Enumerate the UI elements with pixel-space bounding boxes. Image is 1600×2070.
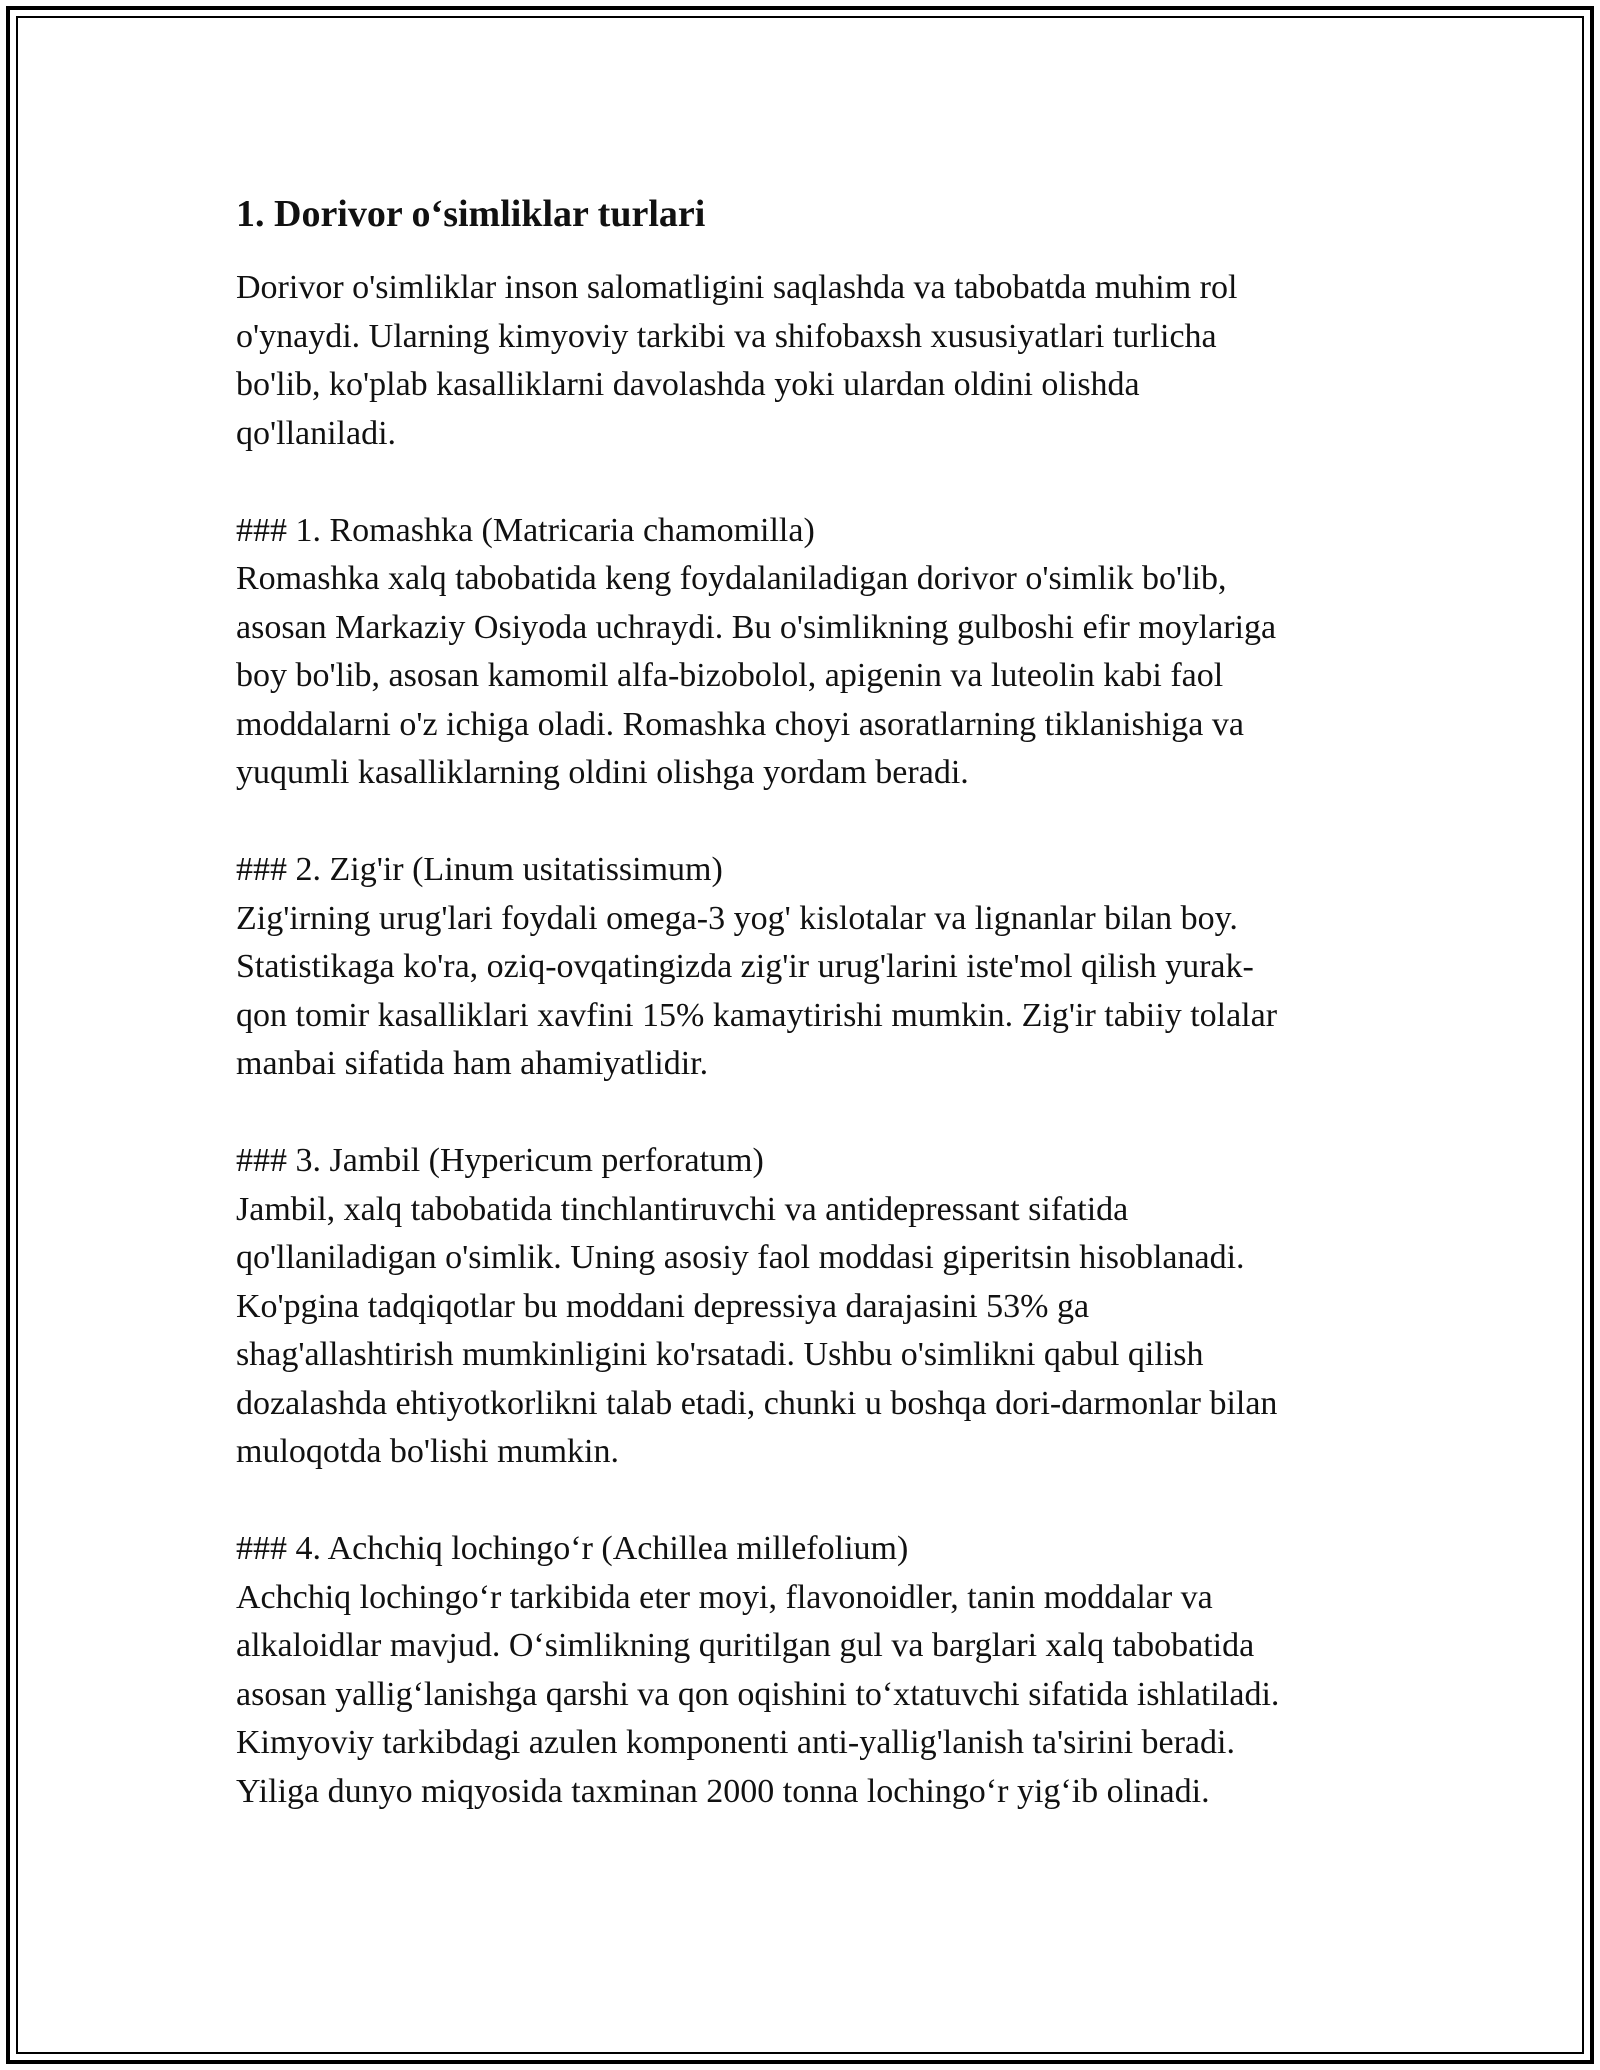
text-line: bo'lib, ko'plab kasalliklarni davolashda yoki ulardan oldini olishda — [236, 366, 1140, 403]
section-lochingor — [236, 1525, 1366, 1816]
section-romashka — [236, 507, 1366, 798]
section-heading: ### 4. Achchiq lochingo‘r (Achillea millefolium) — [236, 1530, 909, 1567]
text-line: Dorivor o'simliklar inson salomatligini saqlashda va tabobatda muhim rol — [236, 269, 1238, 306]
document-title: 1. Dorivor o‘simliklar turlari — [236, 193, 706, 235]
text-line: muloqotda bo'lishi mumkin. — [236, 1433, 619, 1470]
text-line: asosan yallig‘lanishga qarshi va qon oqishini to‘xtatuvchi sifatida ishlatiladi. — [236, 1675, 1280, 1713]
section-heading: ### 2. Zig'ir (Linum usitatissimum) — [236, 851, 723, 888]
text-line: moddalarni o'z ichiga oladi. Romashka choyi asoratlarning tiklanishiga va — [236, 705, 1244, 743]
text-line: qon tomir kasalliklari xavfini 15% kamaytirishi mumkin. Zig'ir tabiiy tolalar — [236, 996, 1278, 1034]
text-line: Yiliga dunyo miqyosida taxminan 2000 tonna lochingo‘r yig‘ib olinadi. — [236, 1772, 1210, 1810]
text-line: boy bo'lib, asosan kamomil alfa-bizobolol, apigenin va luteolin kabi faol — [236, 657, 1224, 694]
text-line: Kimyoviy tarkibdagi azulen komponenti anti-yallig'lanish ta'sirini beradi. — [236, 1724, 1235, 1761]
text-line: qo'llaniladi. — [236, 414, 397, 452]
text-line: o'ynaydi. Ularning kimyoviy tarkibi va shifobaxsh xususiyatlari turlicha — [236, 317, 1217, 355]
text-line: dozalashda ehtiyotkorlikni talab etadi, chunki u boshqa dori-darmonlar bilan — [236, 1384, 1278, 1422]
text-line: alkaloidlar mavjud. O‘simlikning quritilgan gul va barglari xalq tabobatida — [236, 1627, 1255, 1664]
section-heading: ### 1. Romashka (Matricaria chamomilla) — [236, 511, 815, 549]
text-line: Zig'irning urug'lari foydali omega-3 yog' kislotalar va lignanlar bilan boy. — [236, 899, 1238, 937]
document-body — [236, 186, 1366, 1865]
text-line: shag'allashtirish mumkinligini ko'rsatadi. Ushbu o'simlikni qabul qilish — [236, 1336, 1204, 1373]
text-line: Ko'pgina tadqiqotlar bu moddani depressiya darajasini 53% ga — [236, 1287, 1090, 1325]
text-line: manbai sifatida ham ahamiyatlidir. — [236, 1045, 709, 1082]
text-line: asosan Markaziy Osiyoda uchraydi. Bu o'simlikning gulboshi efir moylariga — [236, 608, 1277, 646]
section-zigir — [236, 846, 1366, 1089]
text-line: Statistikaga ko'ra, oziq-ovqatingizda zig'ir urug'larini iste'mol qilish yurak- — [236, 948, 1254, 985]
text-line: Romashka xalq tabobatida keng foydalaniladigan dorivor o'simlik bo'lib, — [236, 560, 1227, 597]
text-line: yuqumli kasalliklarning oldini olishga yordam beradi. — [236, 754, 969, 791]
text-line: qo'llaniladigan o'simlik. Uning asosiy faol moddasi giperitsin hisoblanadi. — [236, 1239, 1245, 1276]
section-heading: ### 3. Jambil (Hypericum perforatum) — [236, 1142, 764, 1179]
text-line: Jambil, xalq tabobatida tinchlantiruvchi va antidepressant sifatida — [236, 1190, 1129, 1228]
section-jambil — [236, 1137, 1366, 1477]
text-line: Achchiq lochingo‘r tarkibida eter moyi, flavonoidler, tanin moddalar va — [236, 1578, 1213, 1616]
intro-paragraph — [236, 264, 1366, 458]
